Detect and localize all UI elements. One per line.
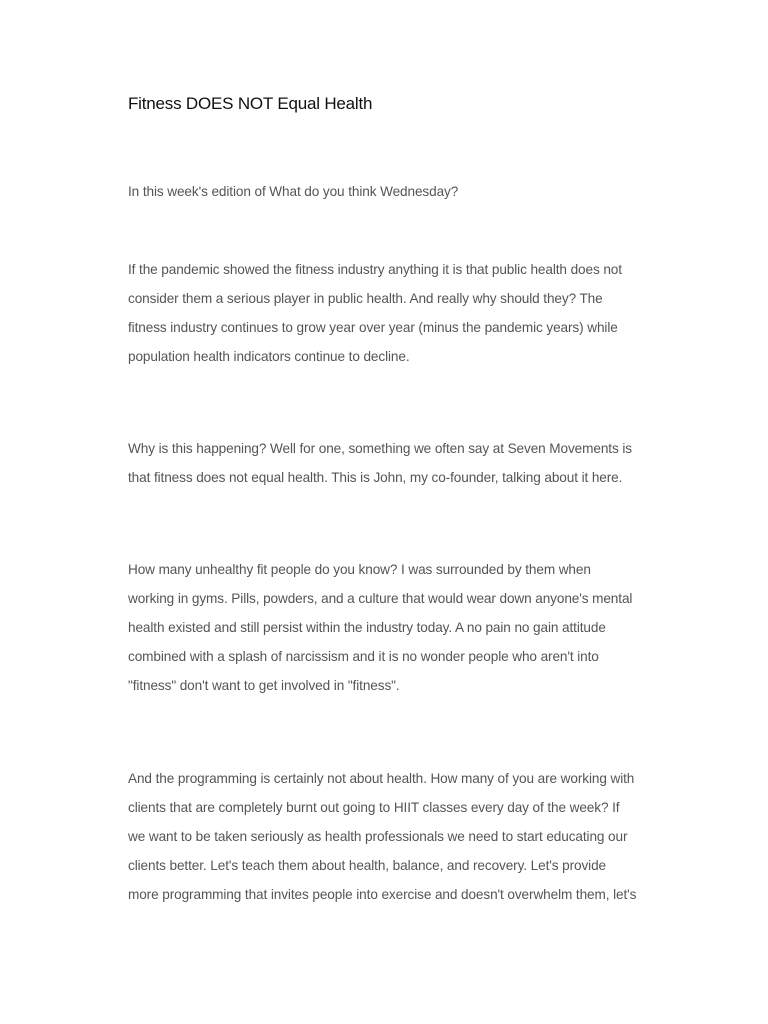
unhealthy-fit-paragraph bbox=[128, 555, 632, 700]
paragraph-line: "fitness" don't want to get involved in "fitness". bbox=[128, 678, 400, 693]
paragraph-line: working in gyms. Pills, powders, and a culture that would wear down anyone's mental bbox=[128, 591, 633, 606]
paragraph-line: How many unhealthy fit people do you know? I was surrounded by them when bbox=[128, 562, 591, 577]
paragraph-line: fitness industry continues to grow year over year (minus the pandemic years) while bbox=[128, 320, 618, 335]
paragraph-line: that fitness does not equal health. This is John, my co-founder, talking about it here. bbox=[128, 470, 623, 485]
paragraph-line: clients better. Let's teach them about health, balance, and recovery. Let's provide bbox=[128, 858, 607, 873]
why-paragraph bbox=[128, 434, 632, 492]
paragraph-line: Why is this happening? Well for one, something we often say at Seven Movements is bbox=[128, 441, 632, 456]
paragraph-line: health existed and still persist within the industry today. A no pain no gain attitude bbox=[128, 620, 606, 635]
paragraph-line: clients that are completely burnt out going to HIIT classes every day of the week? If bbox=[128, 800, 620, 815]
paragraph-line: If the pandemic showed the fitness industry anything it is that public health does not bbox=[128, 262, 622, 277]
paragraph-line: combined with a splash of narcissism and it is no wonder people who aren't into bbox=[128, 649, 599, 664]
paragraph-line: more programming that invites people into exercise and doesn't overwhelm them, let's bbox=[128, 887, 637, 902]
intro-paragraph: In this week's edition of What do you think Wednesday? bbox=[128, 184, 459, 199]
article-title: Fitness DOES NOT Equal Health bbox=[128, 94, 373, 113]
pandemic-paragraph bbox=[128, 255, 622, 371]
programming-paragraph bbox=[128, 764, 636, 909]
paragraph-line: And the programming is certainly not about health. How many of you are working with bbox=[128, 771, 635, 786]
paragraph-line: consider them a serious player in public health. And really why should they? The bbox=[128, 291, 603, 306]
paragraph-line: we want to be taken seriously as health professionals we need to start educating our bbox=[128, 829, 628, 844]
paragraph-line: population health indicators continue to decline. bbox=[128, 349, 410, 364]
article-body bbox=[128, 92, 688, 902]
